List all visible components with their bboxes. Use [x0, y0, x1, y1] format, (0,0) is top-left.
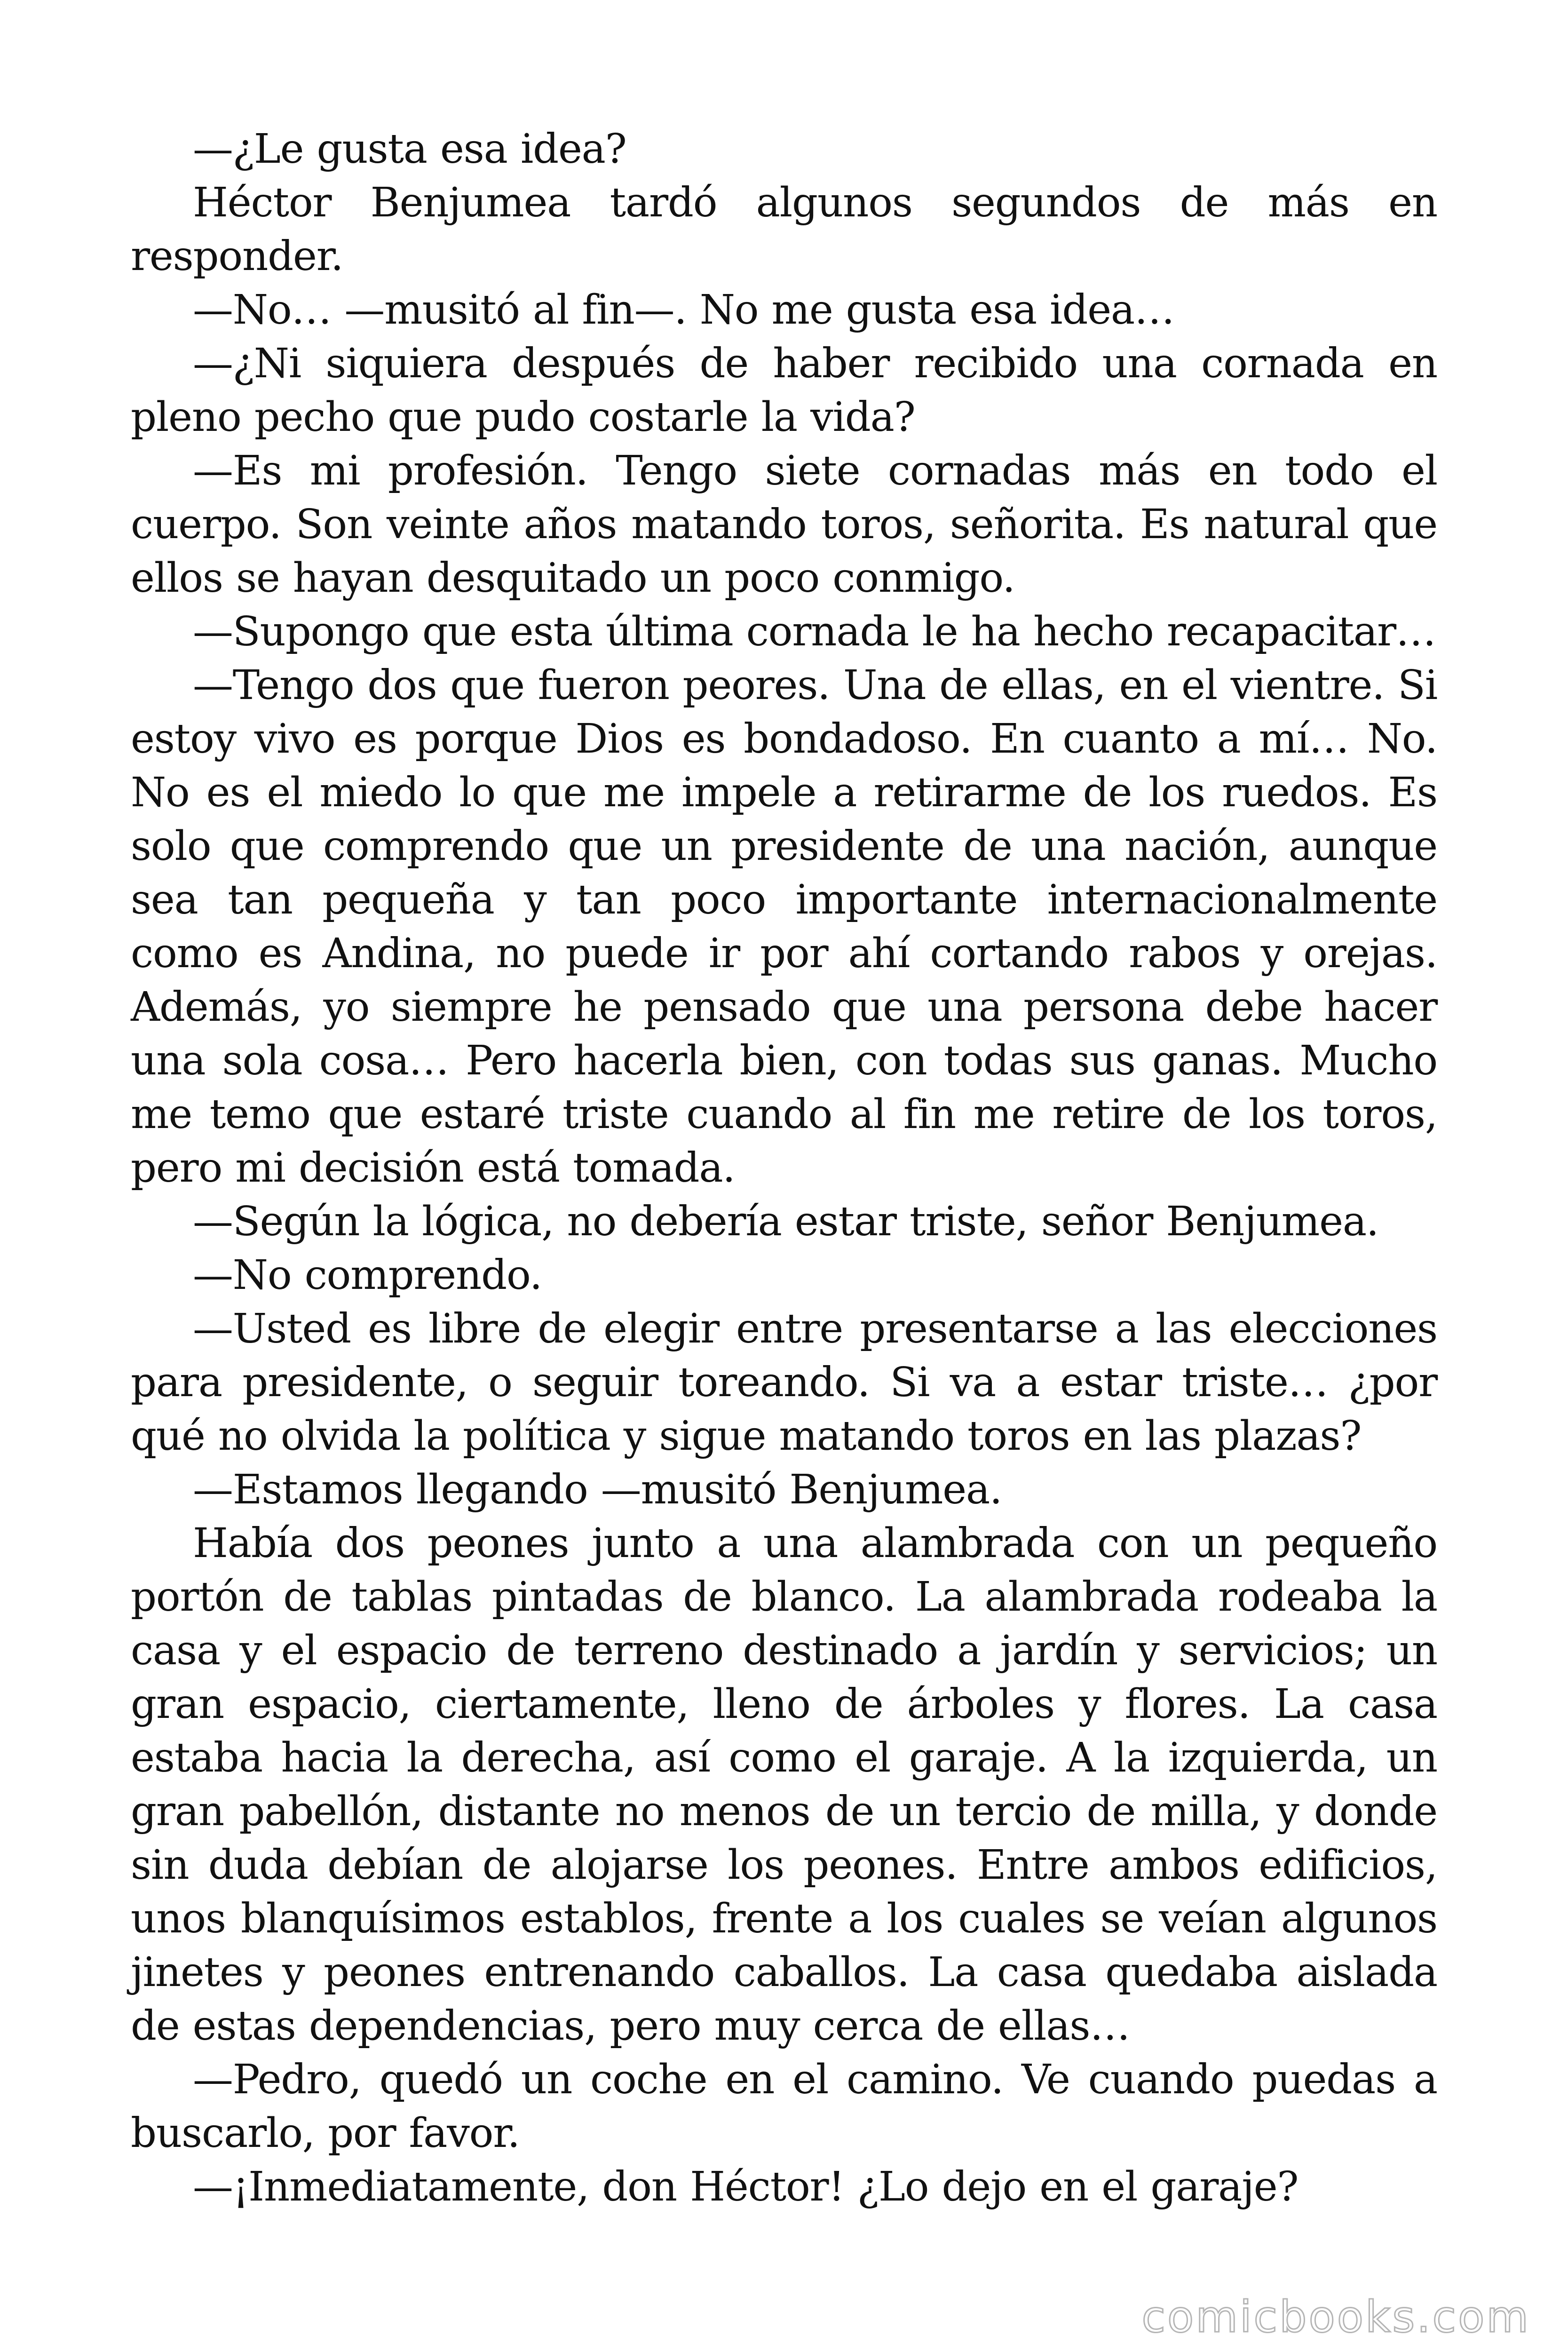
- paragraph-4: —¿Ni siquiera después de haber recibido una cornada en pleno pecho que pudo costarle la vida?: [131, 340, 1437, 441]
- paragraph-8: —Según la lógica, no debería estar triste, señor Benjumea.: [193, 1198, 1379, 1245]
- book-page-text: [131, 122, 1437, 2214]
- paragraph-1: —¿Le gusta esa idea?: [193, 126, 626, 173]
- watermark: comicbooks.com: [1141, 2292, 1530, 2342]
- paragraph-14: —¡Inmediatamente, don Héctor! ¿Lo dejo en el garaje?: [193, 2163, 1299, 2210]
- paragraph-10: —Usted es libre de elegir entre presentarse a las elecciones para presidente, o seguir toreando. Si va a estar triste… ¿por qué no olvida la política y sigue matando toros en las plazas?: [131, 1305, 1437, 1460]
- paragraph-3: —No… —musitó al fin—. No me gusta esa idea…: [193, 286, 1174, 334]
- paragraph-2: Héctor Benjumea tardó algunos segundos de más en responder.: [131, 179, 1437, 280]
- paragraph-11: —Estamos llegando —musitó Benjumea.: [193, 1466, 1002, 1513]
- paragraph-5: —Es mi profesión. Tengo siete cornadas más en todo el cuerpo. Son veinte años matando toros, señorita. Es natural que ellos se hayan desquitado un poco conmigo.: [131, 447, 1437, 602]
- paragraph-6: —Supongo que esta última cornada le ha hecho recapacitar…: [193, 608, 1436, 655]
- paragraph-9: —No comprendo.: [193, 1252, 542, 1299]
- paragraph-13: —Pedro, quedó un coche en el camino. Ve cuando puedas a buscarlo, por favor.: [131, 2056, 1437, 2157]
- paragraph-12: Había dos peones junto a una alambrada con un pequeño portón de tablas pintadas de blanco. La alambrada rodeaba la casa y el espacio de terreno destinado a jardín y servicios; un gran espacio, ciertamente, lleno de árboles y flores. La casa estaba hacia la derecha, así como el garaje. A la izquierda, un gran pabellón, distante no menos de un tercio de milla, y donde sin duda debían de alojarse los peones. Entre ambos edificios, unos blanquísimos establos, frente a los cuales se veían algunos jinetes y peones entrenando caballos. La casa quedaba aislada de estas dependencias, pero muy cerca de ellas…: [131, 1520, 1437, 2050]
- paragraph-7: —Tengo dos que fueron peores. Una de ellas, en el vientre. Si estoy vivo es porque Dios es bondadoso. En cuanto a mí… No. No es el miedo lo que me impele a retirarme de los ruedos. Es solo que comprendo que un presidente de una nación, aunque sea tan pequeña y tan poco importante internacionalmente como es Andina, no puede ir por ahí cortando rabos y orejas. Además, yo siempre he pensado que una persona debe hacer una sola cosa… Pero hacerla bien, con todas sus ganas. Mucho me temo que estaré triste cuando al fin me retire de los toros, pero mi decisión está tomada.: [131, 662, 1437, 1192]
